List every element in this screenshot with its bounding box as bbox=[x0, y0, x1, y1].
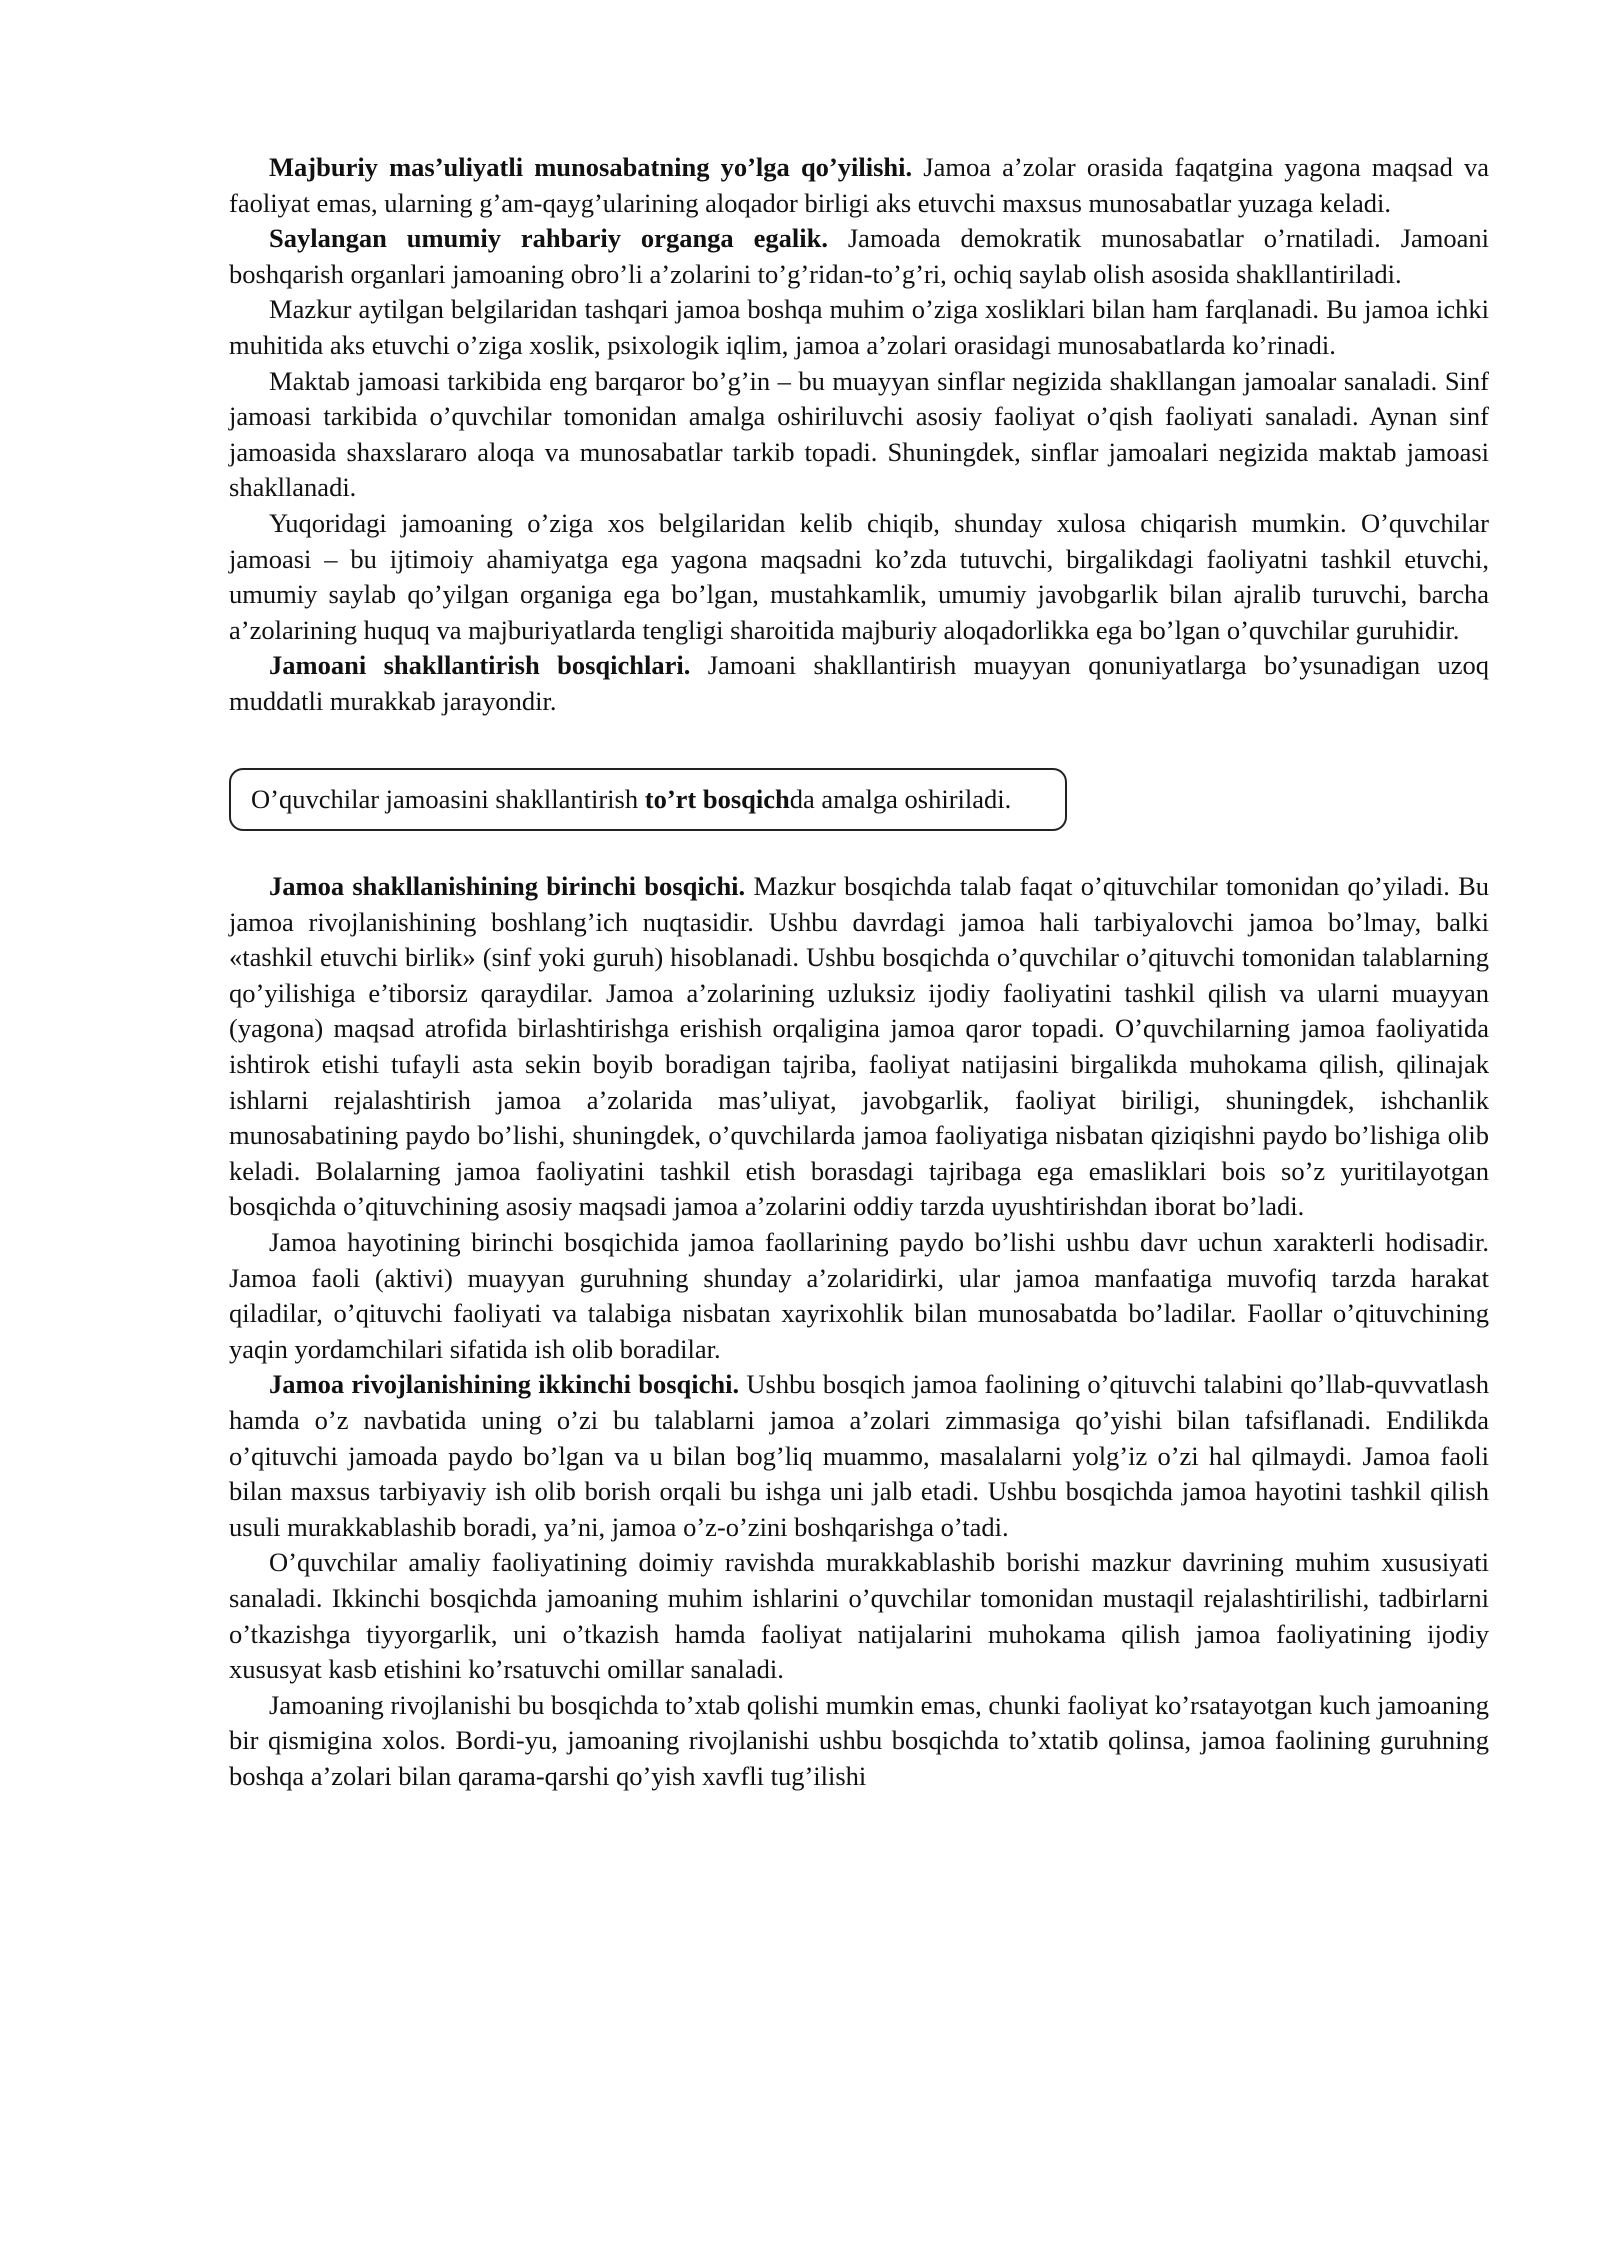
document-page bbox=[229, 150, 1489, 1795]
paragraph bbox=[229, 1688, 1489, 1795]
paragraph-text: Jamoada demokratik munosabatlar o’rnatiladi. Jamoani boshqarish organlari jamoaning obro’li a’zolarini to’g’ridan-to’g’ri, ochiq saylab olish asosida shakllantiriladi. bbox=[229, 223, 1490, 289]
paragraph bbox=[229, 1225, 1489, 1367]
paragraph-text: Jamoa hayotining birinchi bosqichida jamoa faollarining paydo bo’lishi ushbu davr uchun xarakterli hodisadir. Jamoa faoli (aktivi) muayyan guruhning shunday a’zolaridirki, ular jamoa manfaatiga muvofiq tarzda harakat qiladilar, o’qituvchi faoliyati va talabiga nisbatan xayrixohlik bilan munosabatda bo’ladilar. Faollar o’qituvchining yaqin yordamchilari sifatida ish olib boradilar. bbox=[229, 1227, 1489, 1364]
paragraph-text: O’quvchilar amaliy faoliyatining doimiy ravishda murakkablashib borishi mazkur davrining muhim xususiyati sanaladi. Ikkinchi bosqichda jamoaning muhim ishlarini o’quvchilar tomonidan mustaqil rejalashtirilishi, tadbirlarni o’tkazishga tiyyorgarlik, uni o’tkazish hamda faoliyat natijalarini muhokama qilish jamoa faoliyatining ijodiy xususyat kasb etishini ko’rsatuvchi omillar sanaladi. bbox=[229, 1547, 1489, 1685]
callout-text-before: O’quvchilar jamoasini shakllantirish bbox=[251, 783, 645, 814]
section-top bbox=[229, 150, 1489, 720]
paragraph bbox=[229, 648, 1489, 719]
callout-text bbox=[251, 782, 1045, 818]
callout-text-bold: to’rt bosqich bbox=[644, 783, 790, 814]
paragraph bbox=[229, 150, 1489, 221]
paragraph-heading: Jamoa shakllanishining birinchi bosqichi. bbox=[269, 871, 746, 902]
paragraph-heading: Jamoani shakllantirish bosqichlari. bbox=[269, 650, 691, 681]
paragraph-text: Jamoa a’zolar orasida faqatgina yagona maqsad va faoliyat emas, ularning g’am-qayg’ularining aloqador birligi aks etuvchi maxsus munosabatlar yuzaga keladi. bbox=[229, 152, 1489, 218]
paragraph-heading: Saylangan umumiy rahbariy organga egalik. bbox=[269, 223, 828, 254]
paragraph-text: Maktab jamoasi tarkibida eng barqaror bo’g’in – bu muayyan sinflar negizida shakllangan jamoalar sanaladi. Sinf jamoasi tarkibida o’quvchilar tomonidan amalga oshiriluvchi asosiy faoliyat o’qish faoliyati sanaladi. Aynan sinf jamoasida shaxslararo aloqa va munosabatlar tarkib topadi. Shuningdek, sinflar jamoalari negizida maktab jamoasi shakllanadi. bbox=[229, 365, 1489, 503]
paragraph-text: Jamoani shakllantirish muayyan qonuniyatlarga bo’ysunadigan uzoq muddatli murakkab jarayondir. bbox=[229, 650, 1489, 716]
paragraph bbox=[229, 292, 1489, 363]
paragraph bbox=[229, 1545, 1489, 1687]
paragraph-text: Yuqoridagi jamoaning o’ziga xos belgilaridan kelib chiqib, shunday xulosa chiqarish mumkin. O’quvchilar jamoasi – bu ijtimoiy ahamiyatga ega yagona maqsadni ko’zda tutuvchi, birgalikdagi faoliyatni tashkil etuvchi, umumiy saylab qo’yilgan organiga ega bo’lgan, mustahkamlik, umumiy javobgarlik bilan ajralib turuvchi, barcha a’zolarining huquq va majburiyatlarda tengligi sharoitida majburiy aloqadorlikka ega bo’lgan o’quvchilar guruhidir. bbox=[229, 507, 1489, 645]
callout-box bbox=[229, 768, 1067, 832]
paragraph-text: Ushbu bosqich jamoa faolining o’qituvchi talabini qo’llab-quvvatlash hamda o’z navbatida uning o’zi bu talablarni jamoa a’zolari zimmasiga qo’yishi bilan tafsiflanadi. Endilikda o’qituvchi jamoada paydo bo’lgan va u bilan bog’liq muammo, masalalarni yolg’iz o’zi hal qilmaydi. Jamoa faoli bilan maxsus tarbiyaviy ish olib borish orqali bu ishga uni jalb etadi. Ushbu bosqichda jamoa hayotini tashkil qilish usuli murakkablashib boradi, ya’ni, jamoa o’z-o’zini boshqarishga o’tadi. bbox=[229, 1369, 1489, 1542]
paragraph bbox=[229, 869, 1489, 1225]
paragraph-text: Mazkur aytilgan belgilaridan tashqari jamoa boshqa muhim o’ziga xosliklari bilan ham farqlanadi. Bu jamoa ichki muhitida aks etuvchi o’ziga xoslik, psixologik iqlim, jamoa a’zolari orasidagi munosabatlarda ko’rinadi. bbox=[229, 294, 1489, 360]
section-bottom bbox=[229, 869, 1489, 1794]
paragraph bbox=[229, 1367, 1489, 1545]
callout-text-after: da amalga oshiriladi. bbox=[789, 783, 1012, 814]
paragraph bbox=[229, 506, 1489, 648]
paragraph-text: Mazkur bosqichda talab faqat o’qituvchilar tomonidan qo’yiladi. Bu jamoa rivojlanishining boshlang’ich nuqtasidir. Ushbu davrdagi jamoa hali tarbiyalovchi jamoa bo’lmay, balki «tashkil etuvchi birlik» (sinf yoki guruh) hisoblanadi. Ushbu bosqichda o’quvchilar o’qituvchi tomonidan talablarning qo’yilishiga e’tiborsiz qaraydilar. Jamoa a’zolarining uzluksiz ijodiy faoliyatini tashkil qilish va ularni muayyan (yagona) maqsad atrofida birlashtirishga erishish orqaligina jamoa qaror topadi. O’quvchilarning jamoa faoliyatida ishtirok etishi tufayli asta sekin boyib boradigan tajriba, faoliyat natijasini birgalikda muhokama qilish, qilinajak ishlarni rejalashtirish jamoa a’zolarida mas’uliyat, javobgarlik, faoliyat biriligi, shuningdek, ishchanlik munosabatining paydo bo’lishi, shuningdek, o’quvchilarda jamoa faoliyatiga nisbatan qiziqishni paydo bo’lishiga olib keladi. Bolalarning jamoa faoliyatini tashkil etish borasdagi tajribaga ega emasliklari bois so’z yuritilayotgan bosqichda o’qituvchining asosiy maqsadi jamoa a’zolarini oddiy tarzda uyushtirishdan iborat bo’ladi. bbox=[229, 871, 1490, 1222]
paragraph bbox=[229, 364, 1489, 506]
paragraph-text: Jamoaning rivojlanishi bu bosqichda to’xtab qolishi mumkin emas, chunki faoliyat ko’rsatayotgan kuch jamoaning bir qismigina xolos. Bordi-yu, jamoaning rivojlanishi ushbu bosqichda to’xtatib qolinsa, jamoa faolining guruhning boshqa a’zolari bilan qarama-qarshi qo’yish xavfli tug’ilishi bbox=[229, 1689, 1489, 1791]
paragraph-heading: Majburiy mas’uliyatli munosabatning yo’lga qo’yilishi. bbox=[269, 152, 913, 182]
paragraph-heading: Jamoa rivojlanishining ikkinchi bosqichi. bbox=[269, 1369, 740, 1400]
paragraph bbox=[229, 221, 1489, 292]
